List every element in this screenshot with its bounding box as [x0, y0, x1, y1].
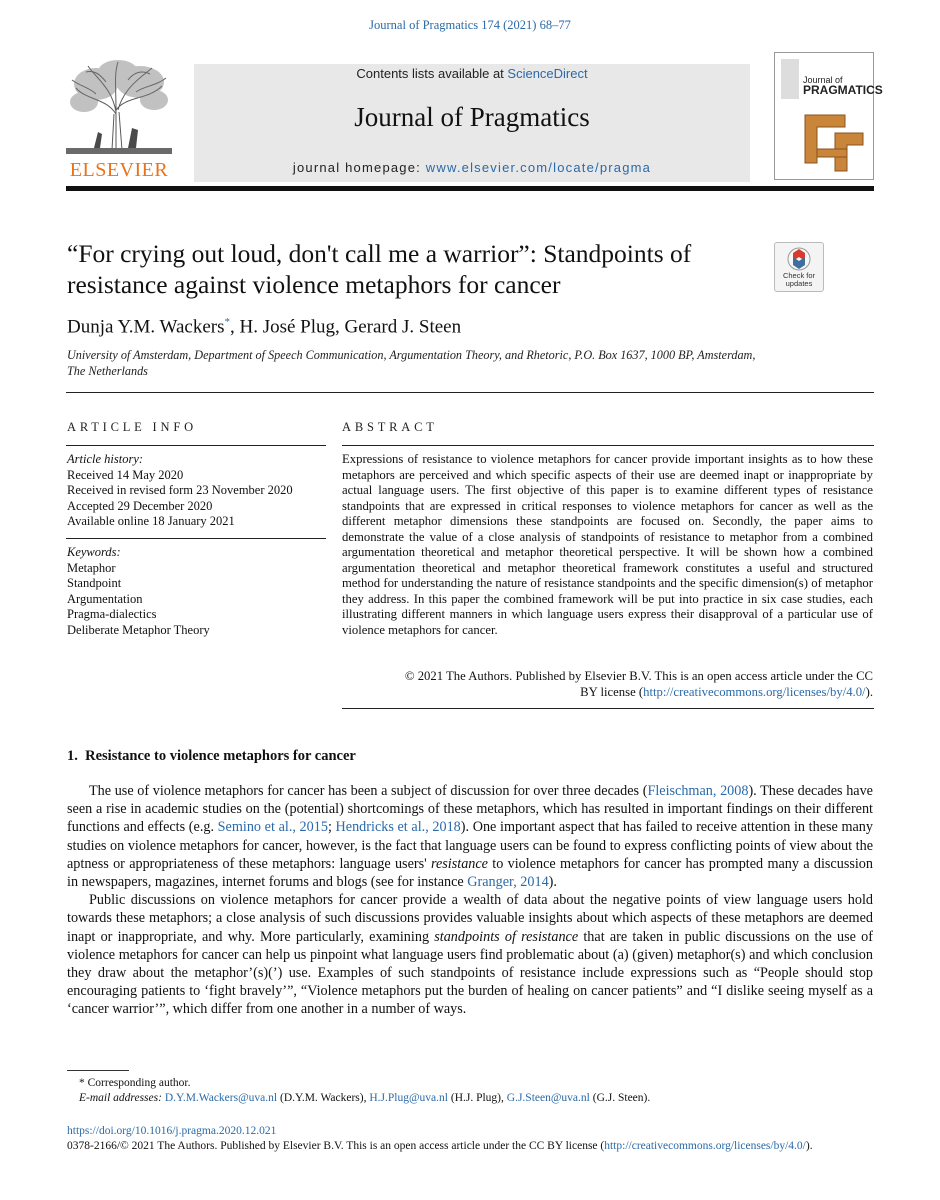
abstract-copyright — [342, 669, 873, 700]
publication-info — [67, 1124, 873, 1154]
copyright-text: ). — [865, 684, 873, 699]
email-addresses — [67, 1091, 873, 1106]
corresponding-author-mark[interactable]: * — [224, 316, 230, 328]
author-name: Dunja Y.M. Wackers — [67, 316, 225, 338]
divider — [342, 445, 874, 446]
doi-link[interactable]: https://doi.org/10.1016/j.pragma.2020.12.021 — [67, 1125, 277, 1137]
contents-line — [194, 66, 750, 81]
section-heading: 1. Resistance to violence metaphors for cancer — [67, 748, 356, 764]
email-link[interactable]: D.Y.M.Wackers@uva.nl — [164, 1092, 278, 1104]
affiliation: University of Amsterdam, Department of Speech Communication, Argumentation Theory, and Rhetoric, P.O. Box 1637, 1000 BP, Amsterdam, The Netherlands — [67, 348, 756, 378]
email-link[interactable]: G.J.Steen@uva.nl — [506, 1092, 590, 1104]
masthead — [66, 52, 883, 182]
citation-link[interactable]: Fleischman, 2008 — [647, 783, 749, 799]
keywords — [67, 545, 325, 638]
license-link[interactable]: http://creativecommons.org/licenses/by/4.0/ — [604, 1140, 806, 1152]
history-item: Received 14 May 2020 — [67, 467, 184, 482]
body-text: The use of violence metaphors for cancer has been a subject of discussion for over three decades ( — [89, 783, 648, 799]
keyword: Standpoint — [67, 576, 122, 590]
elsevier-tree-icon — [66, 58, 172, 154]
article-title: “For crying out loud, don't call me a warrior”: Standpoints of resistance against violence metaphors for cancer — [67, 239, 692, 299]
license-line — [67, 1139, 873, 1154]
homepage-line — [194, 160, 750, 175]
footnote-rule — [67, 1070, 129, 1071]
homepage-link[interactable]: www.elsevier.com/locate/pragma — [425, 160, 652, 175]
publisher-wordmark: ELSEVIER — [69, 159, 169, 181]
crossmark-icon — [775, 245, 823, 273]
contents-prefix: Contents lists available at — [356, 66, 508, 81]
elsevier-logo[interactable] — [66, 58, 172, 182]
emphasis: standpoints of resistance — [434, 928, 579, 945]
homepage-prefix: journal homepage: — [292, 160, 426, 175]
header-rule — [66, 186, 874, 191]
email-label: E-mail addresses: — [79, 1092, 165, 1104]
keyword: Deliberate Metaphor Theory — [67, 622, 210, 637]
license-link[interactable]: http://creativecommons.org/licenses/by/4.0/ — [643, 684, 866, 699]
cover-line-2: PRAGMATICS — [803, 83, 883, 97]
email-link[interactable]: H.J.Plug@uva.nl — [369, 1092, 448, 1104]
author-name: , H. José Plug, Gerard J. Steen — [229, 316, 462, 338]
license-text: ). — [805, 1140, 813, 1152]
divider — [342, 708, 874, 709]
body-text: ; — [327, 819, 336, 836]
license-text: 0378-2166/© 2021 The Authors. Published by Elsevier B.V. This is an open access article under the CC BY license ( — [67, 1140, 605, 1152]
body-text: ). These decades have seen a rise in academic studies on the (potential) shortcomings of these metaphors, which has resulted in important findings on their different functions and effects (e.g. — [67, 783, 873, 836]
author-list — [67, 316, 461, 338]
divider — [66, 392, 874, 393]
keyword: Pragma-dialectics — [67, 607, 157, 621]
body-text: to violence metaphors for cancer has prompted many a discussion in newspapers, magazines, internet forums and blogs (see for instance — [67, 855, 873, 891]
journal-banner — [194, 64, 750, 182]
copyright-text: BY license ( — [580, 684, 644, 699]
journal-cover[interactable] — [774, 52, 883, 180]
article-history — [67, 452, 325, 530]
citation-link[interactable]: Semino et al., 2015 — [217, 819, 328, 836]
journal-reference[interactable]: Journal of Pragmatics 174 (2021) 68–77 — [369, 18, 571, 32]
abstract-heading: ABSTRACT — [342, 420, 438, 434]
email-owner: (H.J. Plug), — [447, 1092, 507, 1104]
citation-link[interactable]: Granger, 2014 — [467, 874, 549, 891]
abstract-text: Expressions of resistance to violence metaphors for cancer provide important insights as to how these metaphors are perceived and which specific aspects of their use are deemed inapt or inappropriate by actual language users. The first objective of this paper is to examine different types of resistance standpoints that are expressed in critical responses to violence metaphors for cancer as well as the different metaphor dimensions these standpoints are focused on. Secondly, the paper aims to demonstrate the value of a close analysis of standpoints of resistance to metaphor from a combined argumentation theoretical and metaphor theoretical perspective. It will be shown how a combined argumentation theoretical and metaphor theoretical framework constitutes a useful and structured method for understanding the nature of resistance standpoints and the specific dimension(s) of metaphor they address. In this paper the combined framework will be put into practice in six case studies, each illustrating different manners in which language users express their disapproval of a particular use of violence metaphors for cancer. — [342, 452, 873, 637]
emphasis: resistance — [430, 855, 488, 872]
body-text: that are taken in public discussions on the use of violence metaphors for cancer can help us pinpoint what language users find problematic about (a) (given) metaphor(s) and which conclusion they draw about the metaphor’(s)(’) use. Examples of such standpoints of resistance include expressions such as “People should stop encouraging patients to ‘fight bravely’”, “Violence metaphors put the burden of healing on cancer patients” and “I dislike seeing myself as a ‘cancer warrior’”, which differ from one another in a number of ways. — [67, 928, 873, 1018]
journal-title: Journal of Pragmatics — [354, 102, 590, 132]
divider — [66, 538, 326, 539]
sciencedirect-link[interactable]: ScienceDirect — [507, 66, 588, 81]
email-owner: (G.J. Steen). — [589, 1092, 651, 1104]
body-text: ). One important aspect that has failed to receive attention in these many studies on violence metaphors for cancer, however, is the fact that language users can be found to express conflicting points of view about the aptness or appropriateness of these metaphors: language users' — [67, 819, 873, 872]
divider — [66, 445, 326, 446]
history-label: Article history: — [67, 452, 144, 466]
history-item: Available online 18 January 2021 — [67, 514, 235, 528]
footnotes — [67, 1076, 873, 1106]
keyword: Metaphor — [67, 560, 116, 575]
copyright-line — [342, 685, 873, 701]
cover-title — [803, 75, 883, 96]
citation-link[interactable]: Hendricks et al., 2018 — [335, 819, 461, 836]
history-item: Received in revised form 23 November 2020 — [67, 483, 293, 497]
body-text: ). — [548, 874, 557, 891]
body-text: Public discussions on violence metaphors for cancer provide a wealth of data about the negative points of view language users hold towards these metaphors; a close analysis of such discussions provides valuable insights about which aspects of these metaphors are deemed inapt or inappropriate, and why. More particularly, examining — [67, 892, 873, 945]
email-owner: (D.Y.M. Wackers), — [277, 1092, 370, 1104]
check-for-updates-button[interactable] — [774, 242, 824, 292]
body-paragraph-1 — [67, 782, 873, 1019]
history-item: Accepted 29 December 2020 — [67, 498, 213, 513]
article-info-heading: ARTICLE INFO — [67, 420, 197, 434]
cover-line-1: Journal of — [803, 75, 843, 85]
keywords-label: Keywords: — [67, 545, 121, 559]
cover-art-icon — [775, 53, 873, 179]
keyword: Argumentation — [67, 591, 143, 606]
corresponding-author-note: * Corresponding author. — [79, 1077, 191, 1089]
crossmark-label: Check for updates — [782, 271, 816, 288]
copyright-line: © 2021 The Authors. Published by Elsevier B.V. This is an open access article under the CC — [404, 669, 873, 683]
